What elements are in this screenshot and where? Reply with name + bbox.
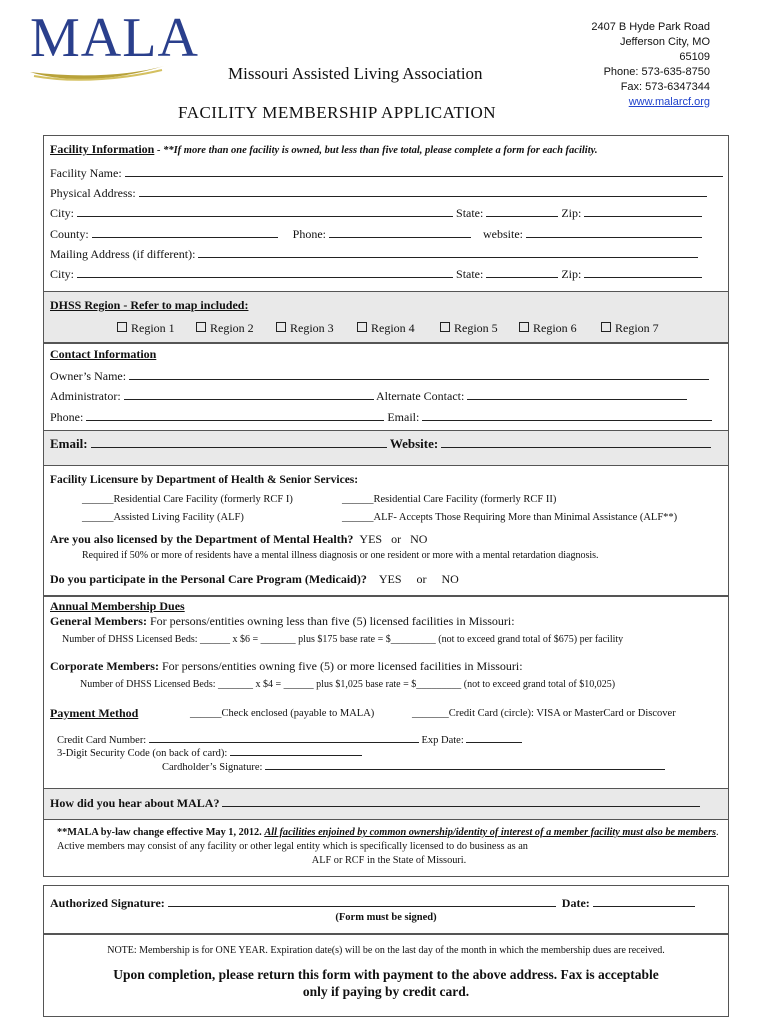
- physical-address-field[interactable]: [139, 186, 707, 197]
- security-code-label: 3-Digit Security Code (on back of card):: [57, 748, 228, 759]
- cardholder-signature-field[interactable]: [265, 759, 665, 770]
- authorized-signature-label: Authorized Signature:: [50, 896, 165, 910]
- signature-date-field[interactable]: [593, 896, 695, 907]
- mailing-zip-label: Zip:: [561, 267, 582, 281]
- payment-method-heading: Payment Method: [50, 706, 139, 720]
- checkbox-icon[interactable]: [601, 322, 611, 332]
- physical-address-row: [50, 186, 707, 201]
- mailing-state-label: State:: [456, 267, 484, 281]
- owner-row: [50, 369, 709, 384]
- region-1-option[interactable]: [117, 321, 175, 336]
- mental-health-yes[interactable]: YES: [359, 532, 383, 546]
- referral-row: [50, 796, 700, 811]
- address-phone: Phone: 573-635-8750: [603, 66, 710, 78]
- county-field[interactable]: [92, 227, 278, 238]
- region-2-option[interactable]: [196, 321, 254, 336]
- zip-label: Zip:: [561, 206, 582, 220]
- facility-name-field[interactable]: [125, 166, 723, 177]
- dues-heading: Annual Membership Dues: [50, 599, 185, 613]
- signature-row: [50, 896, 695, 911]
- card-number-label: Credit Card Number:: [57, 735, 147, 746]
- bylaw-prefix: **MALA by-law change effective May 1, 2012.: [57, 827, 265, 838]
- region-label: Region 7: [615, 321, 659, 335]
- corporate-members-text: For persons/entities owning five (5) or more licensed facilities in Missouri:: [158, 659, 523, 673]
- facility-name-label: Facility Name:: [50, 166, 122, 180]
- mental-health-or: or: [391, 532, 402, 546]
- zip-field[interactable]: [584, 206, 702, 217]
- alternate-contact-label: Alternate Contact:: [376, 389, 465, 403]
- card-number-row: [57, 732, 522, 746]
- email-field[interactable]: [91, 437, 387, 448]
- licensure-heading: Facility Licensure by Department of Health & Senior Services:: [50, 474, 359, 486]
- corporate-members-row: [50, 659, 523, 674]
- bylaw-emphasis: All facilities enjoined by common ownership/identity of interest of a member facility must also be members: [264, 827, 716, 838]
- mailing-city-field[interactable]: [77, 267, 453, 278]
- contact-phone-label: Phone:: [50, 410, 84, 424]
- region-label: Region 4: [371, 321, 415, 335]
- facility-website-label: website:: [483, 227, 524, 241]
- bylaw-text: [57, 826, 721, 868]
- region-3-option[interactable]: [276, 321, 334, 336]
- mailing-city-label: City:: [50, 267, 75, 281]
- security-code-field[interactable]: [230, 745, 362, 756]
- facility-phone-field[interactable]: [329, 227, 471, 238]
- administrator-row: [50, 389, 687, 404]
- region-label: Region 6: [533, 321, 577, 335]
- mailing-zip-field[interactable]: [584, 267, 702, 278]
- payment-check-option[interactable]: ______Check enclosed (payable to MALA): [190, 708, 375, 719]
- general-members-label: General Members:: [50, 614, 147, 628]
- card-number-field[interactable]: [149, 732, 419, 743]
- authorized-signature-field[interactable]: [168, 896, 556, 907]
- facility-website-field[interactable]: [526, 227, 702, 238]
- administrator-label: Administrator:: [50, 389, 121, 403]
- return-instructions-line: only if paying by credit card.: [302, 984, 470, 999]
- pcp-row: [50, 572, 459, 587]
- email-label: Email:: [50, 436, 88, 451]
- checkbox-icon[interactable]: [357, 322, 367, 332]
- mailing-city-state-zip-row: [50, 267, 702, 282]
- mailing-address-field[interactable]: [198, 247, 698, 258]
- region-7-option[interactable]: [601, 321, 659, 336]
- contact-phone-field[interactable]: [86, 410, 384, 421]
- signature-date-label: Date:: [561, 896, 590, 910]
- mental-health-note: Required if 50% or more of residents have a mental illness diagnosis or one resident or more with a mental retardation diagnosis.: [82, 550, 599, 561]
- security-code-row: [57, 745, 362, 759]
- checkbox-icon[interactable]: [196, 322, 206, 332]
- mailing-address-label: Mailing Address (if different):: [50, 247, 196, 261]
- cardholder-signature-label: Cardholder’s Signature:: [162, 762, 263, 773]
- state-label: State:: [456, 206, 484, 220]
- region-label: Region 3: [290, 321, 334, 335]
- referral-label: How did you hear about MALA?: [50, 796, 220, 810]
- address-line: 2407 B Hyde Park Road: [591, 21, 710, 33]
- mental-health-row: [50, 532, 427, 547]
- bylaw-last-line: ALF or RCF in the State of Missouri.: [311, 855, 467, 866]
- mental-health-no[interactable]: NO: [410, 532, 428, 546]
- licensure-option-alf-plus[interactable]: ______ALF- Accepts Those Requiring More than Minimal Assistance (ALF**): [342, 512, 678, 523]
- administrator-field[interactable]: [124, 389, 374, 400]
- address-line: Jefferson City, MO: [619, 36, 710, 48]
- website-link[interactable]: www.malarcf.org: [628, 96, 710, 108]
- checkbox-icon[interactable]: [440, 322, 450, 332]
- signature-note: (Form must be signed): [335, 912, 437, 923]
- city-field[interactable]: [77, 206, 453, 217]
- owner-field[interactable]: [129, 369, 709, 380]
- general-members-text: For persons/entities owning less than five (5) licensed facilities in Missouri:: [146, 614, 515, 628]
- mala-logo: MALA: [30, 7, 199, 69]
- return-instructions-line: Upon completion, please return this form with payment to the above address. Fax is acceptable: [113, 967, 659, 982]
- contact-email-field[interactable]: [422, 410, 712, 421]
- referral-field[interactable]: [222, 796, 700, 807]
- facility-phone-label: Phone:: [292, 227, 327, 241]
- mailing-address-row: [50, 247, 698, 262]
- website-label: Website:: [389, 436, 439, 451]
- county-phone-website-row: [50, 227, 702, 242]
- return-instructions: [43, 966, 729, 1000]
- address-line: 65109: [679, 51, 710, 63]
- pcp-question: Do you participate in the Personal Care Program (Medicaid)?: [50, 572, 367, 586]
- region-5-option[interactable]: [440, 321, 498, 336]
- general-members-row: [50, 614, 515, 629]
- membership-note: NOTE: Membership is for ONE YEAR. Expiration date(s) will be on the last day of the month in which the membership dues are received.: [107, 945, 665, 956]
- licensure-option-alf[interactable]: ______Assisted Living Facility (ALF): [82, 512, 244, 523]
- pcp-or: or: [416, 572, 427, 586]
- website-field[interactable]: [441, 437, 711, 448]
- organization-name: Missouri Assisted Living Association: [228, 64, 483, 83]
- region-6-option[interactable]: [519, 321, 577, 336]
- pcp-no[interactable]: NO: [441, 572, 459, 586]
- alternate-contact-field[interactable]: [467, 389, 687, 400]
- checkbox-icon[interactable]: [276, 322, 286, 332]
- form-title: FACILITY MEMBERSHIP APPLICATION: [178, 103, 497, 122]
- corporate-members-calculation[interactable]: Number of DHSS Licensed Beds: _______ x $4 = ______ plus $1,025 base rate = $_________ (not to exceed grand total of $10,025): [80, 679, 616, 690]
- exp-date-label: Exp Date:: [421, 735, 464, 746]
- county-label: County:: [50, 227, 89, 241]
- city-state-zip-row: [50, 206, 702, 221]
- cardholder-signature-row: [162, 759, 665, 773]
- licensure-option-rcf2[interactable]: ______Residential Care Facility (formerly RCF II): [342, 494, 557, 505]
- owner-label: Owner’s Name:: [50, 369, 127, 383]
- exp-date-field[interactable]: [466, 732, 522, 743]
- state-field[interactable]: [486, 206, 558, 217]
- pcp-yes[interactable]: YES: [378, 572, 402, 586]
- licensure-option-rcf1[interactable]: ______Residential Care Facility (formerly RCF I): [82, 494, 293, 505]
- bylaw-rest: . Active members may consist of any facility or other legal entity which is specifically licensed to do business as an: [57, 827, 719, 852]
- contact-heading: Contact Information: [50, 347, 157, 361]
- physical-address-label: Physical Address:: [50, 186, 136, 200]
- contact-email-label: Email:: [387, 410, 420, 424]
- mailing-state-field[interactable]: [486, 267, 558, 278]
- payment-card-option[interactable]: _______Credit Card (circle): VISA or MasterCard or Discover: [412, 708, 676, 719]
- region-label: Region 1: [131, 321, 175, 335]
- address-fax: Fax: 573-6347344: [620, 81, 710, 93]
- checkbox-icon[interactable]: [519, 322, 529, 332]
- contact-phone-row: [50, 410, 712, 425]
- mailing-address-block: [591, 20, 710, 110]
- city-label: City:: [50, 206, 75, 220]
- general-members-calculation[interactable]: Number of DHSS Licensed Beds: ______ x $6 = _______ plus $175 base rate = $_________ (not to exceed grand total of $675) per facility: [62, 634, 624, 645]
- region-4-option[interactable]: [357, 321, 415, 336]
- facility-heading-row: [50, 142, 598, 157]
- facility-name-row: [50, 166, 723, 181]
- email-website-row: [50, 436, 711, 452]
- corporate-members-label: Corporate Members:: [50, 659, 159, 673]
- region-label: Region 5: [454, 321, 498, 335]
- region-heading: DHSS Region - Refer to map included:: [50, 298, 249, 312]
- mental-health-question: Are you also licensed by the Department of Mental Health?: [50, 532, 354, 546]
- facility-information-heading: Facility Information: [50, 142, 155, 156]
- region-label: Region 2: [210, 321, 254, 335]
- facility-note: - **If more than one facility is owned, but less than five total, please complete a form for each facility.: [154, 145, 598, 156]
- logo-swoosh-icon: [28, 58, 168, 84]
- checkbox-icon[interactable]: [117, 322, 127, 332]
